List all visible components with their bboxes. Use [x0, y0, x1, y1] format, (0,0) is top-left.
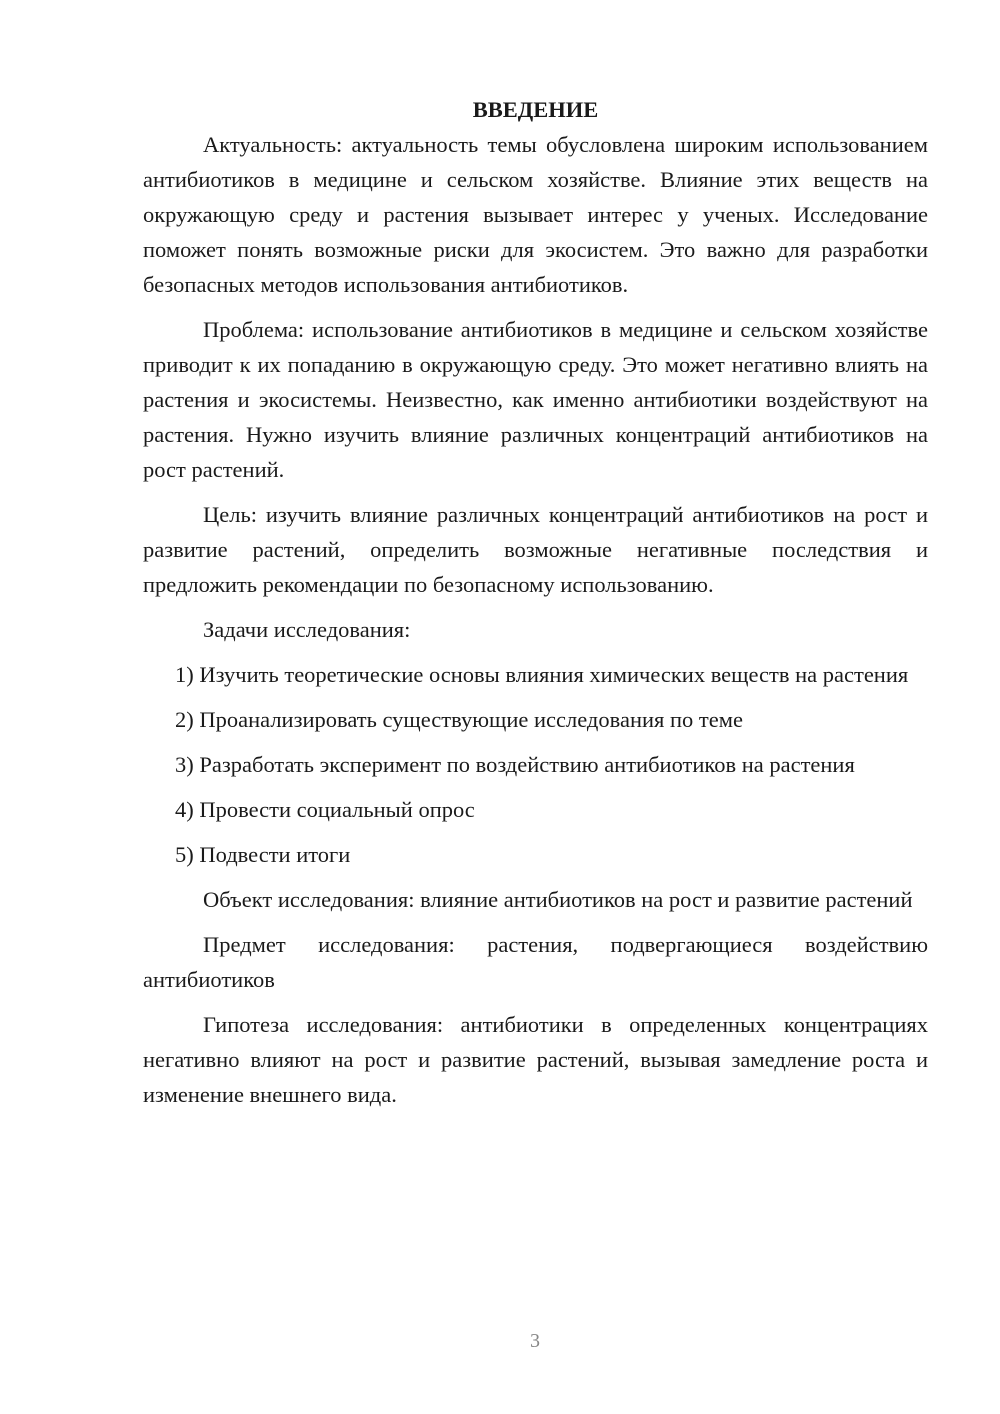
list-item: 5) Подвести итоги — [175, 842, 351, 867]
object-paragraph: Объект исследования: влияние антибиотиков на рост и развитие растений — [203, 887, 913, 912]
problem-paragraph: Проблема: использование антибиотиков в медицине и сельском хозяйстве приводит к их попаданию в окружающую среду. Это может негативно влиять на растения и экосистемы. Неизвестно, как именно антибиотики воздействуют на растения. Нужно изучить влияние различных концентраций антибиотиков на рост растений. — [143, 317, 928, 482]
list-item: 2) Проанализировать существующие исследования по теме — [175, 707, 743, 732]
subject-paragraph: Предмет исследования: растения, подвергающиеся воздействию антибиотиков — [143, 932, 928, 992]
goal-paragraph: Цель: изучить влияние различных концентраций антибиотиков на рост и развитие растений, определить возможные негативные последствия и предложить рекомендации по безопасному использованию. — [143, 502, 928, 597]
list-item: 1) Изучить теоретические основы влияния химических веществ на растения — [175, 662, 909, 687]
section-title: ВВЕДЕНИЕ — [472, 97, 599, 122]
relevance-paragraph: Актуальность: актуальность темы обусловлена широким использованием антибиотиков в медицине и сельском хозяйстве. Влияние этих веществ на окружающую среду и растения вызывает интерес у ученых. Исследование поможет понять возможные риски для экосистем. Это важно для разработки безопасных методов использования антибиотиков. — [143, 132, 928, 297]
page-number: 3 — [530, 1330, 540, 1352]
tasks-list — [143, 657, 928, 872]
document-page — [143, 92, 928, 1122]
list-item: 4) Провести социальный опрос — [175, 797, 475, 822]
tasks-heading: Задачи исследования: — [203, 617, 411, 642]
list-item: 3) Разработать эксперимент по воздействию антибиотиков на растения — [175, 752, 855, 777]
hypothesis-paragraph: Гипотеза исследования: антибиотики в определенных концентрациях негативно влияют на рост и развитие растений, вызывая замедление роста и изменение внешнего вида. — [143, 1012, 928, 1107]
